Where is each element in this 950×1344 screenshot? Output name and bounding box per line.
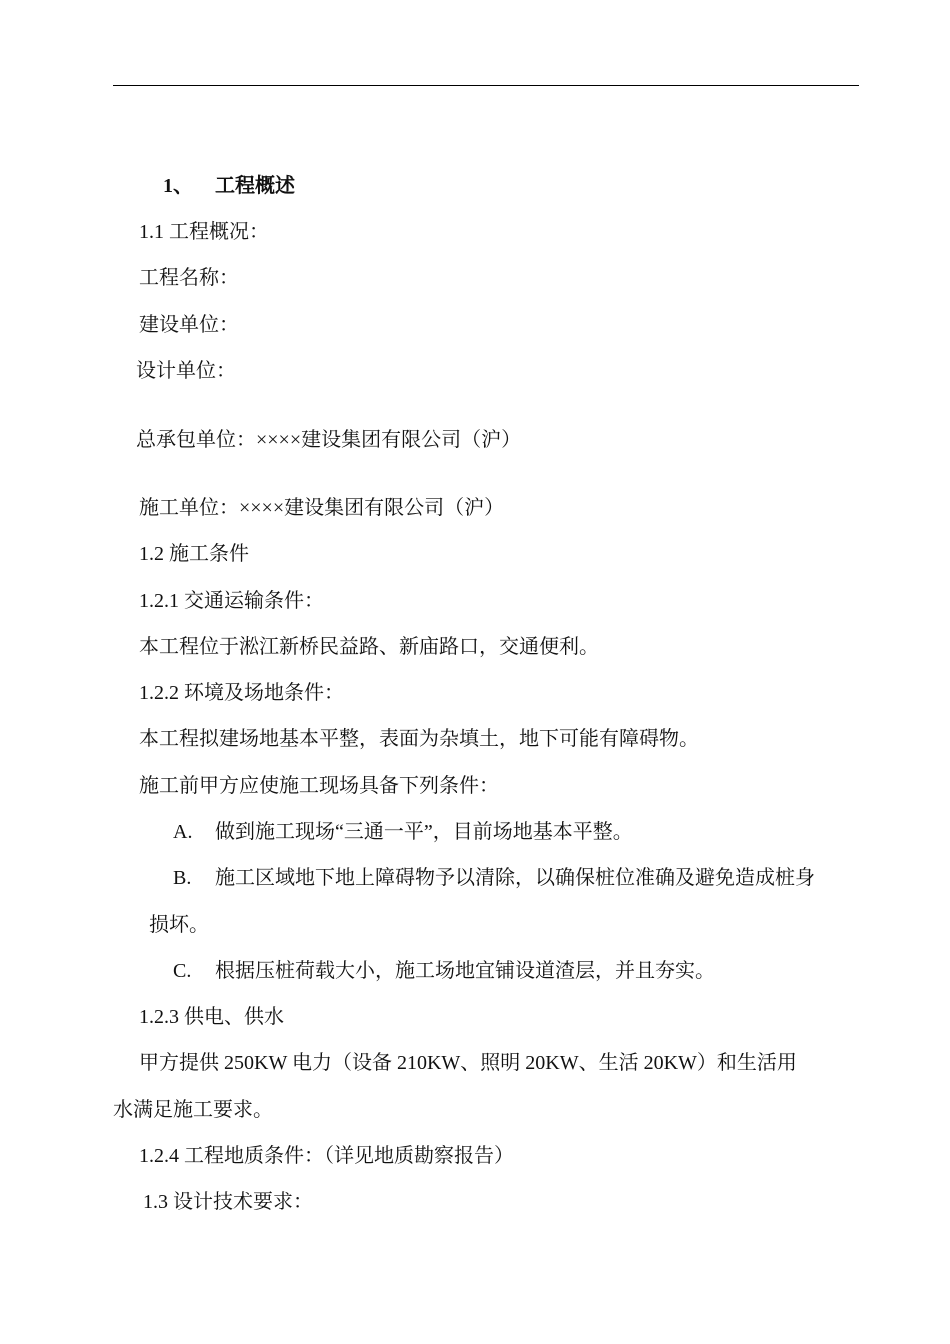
section-title: 工程概述 — [215, 175, 295, 197]
power-text: 甲方提供 250KW 电力（设备 210KW、照明 20KW、生活 20KW）和生活用 — [139, 1052, 797, 1074]
traffic-text: 本工程位于淞江新桥民益路、新庙路口，交通便利。 — [139, 636, 599, 658]
geology-heading: 1.2.4 工程地质条件：（详见地质勘察报告） — [139, 1145, 514, 1167]
power-text-continuation: 水满足施工要求。 — [113, 1099, 273, 1121]
list-item-continuation: 损坏。 — [149, 914, 209, 936]
power-heading: 1.2.3 供电、供水 — [139, 1006, 284, 1028]
section-number: 1、 — [163, 175, 193, 197]
constructor-line: 施工单位：××××建设集团有限公司（沪） — [139, 497, 505, 519]
list-item — [173, 959, 715, 983]
pre-conditions-text: 施工前甲方应使施工现场具备下列条件： — [139, 775, 499, 797]
site-text: 本工程拟建场地基本平整，表面为杂填土，地下可能有障碍物。 — [139, 728, 699, 750]
list-item-mark: C. — [173, 960, 192, 982]
design-heading: 1.3 设计技术要求： — [143, 1191, 313, 1213]
project-name-label: 工程名称： — [139, 267, 239, 289]
traffic-heading: 1.2.1 交通运输条件： — [139, 590, 324, 612]
conditions-heading: 1.2 施工条件 — [139, 543, 249, 565]
designer-label: 设计单位： — [136, 360, 236, 382]
list-item-mark: B. — [173, 867, 192, 889]
overview-heading: 1.1 工程概况： — [139, 221, 269, 243]
list-item-text: 施工区域地下地上障碍物予以清除，以确保桩位准确及避免造成桩身 — [215, 867, 815, 889]
list-item-text: 根据压桩荷载大小，施工场地宜铺设道渣层，并且夯实。 — [215, 960, 715, 982]
header-rule — [113, 85, 859, 86]
general-contractor-line: 总承包单位：××××建设集团有限公司（沪） — [136, 429, 522, 451]
owner-label: 建设单位： — [139, 314, 239, 336]
site-heading: 1.2.2 环境及场地条件： — [139, 682, 344, 704]
list-item-mark: A. — [173, 821, 193, 843]
list-item — [173, 866, 815, 890]
section-heading — [163, 174, 295, 198]
list-item — [173, 820, 633, 844]
list-item-text: 做到施工现场“三通一平”，目前场地基本平整。 — [215, 821, 633, 843]
